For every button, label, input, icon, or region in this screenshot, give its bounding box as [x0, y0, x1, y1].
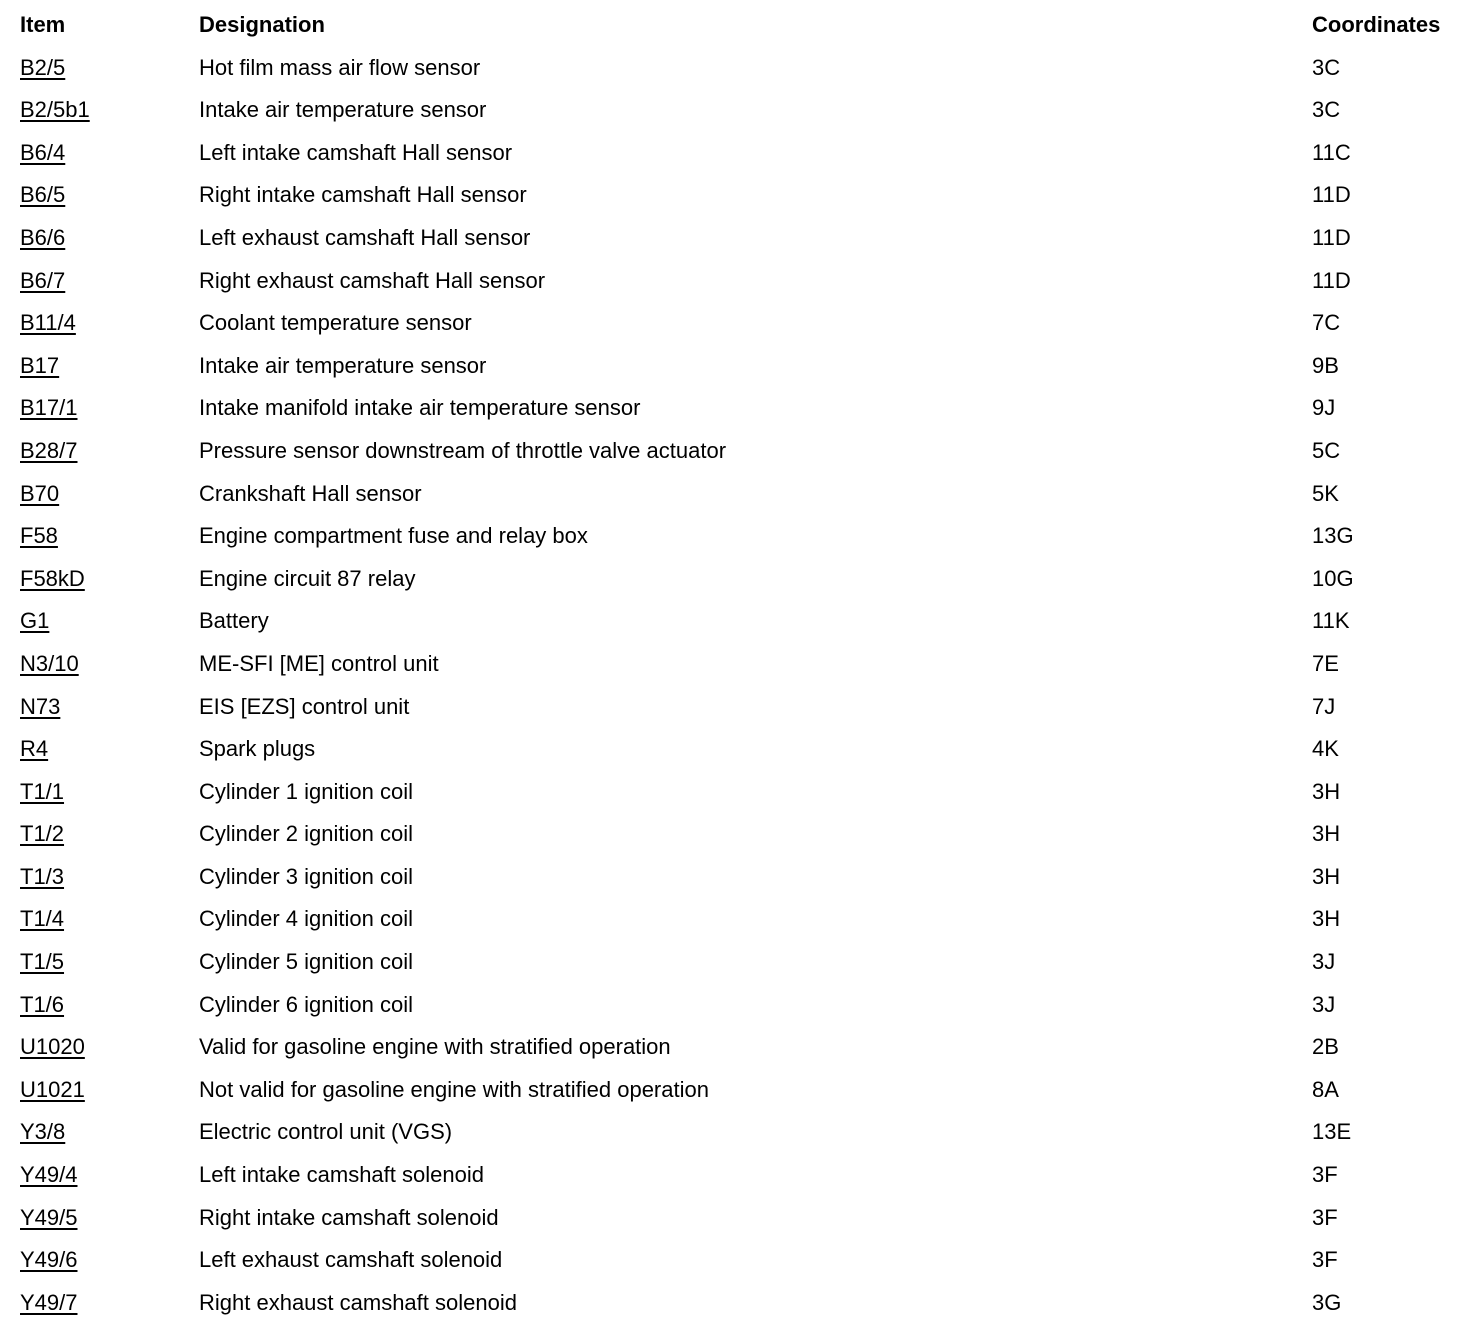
header-coordinates: Coordinates — [1312, 12, 1441, 37]
table-row — [0, 980, 1472, 1023]
table-row — [0, 256, 1472, 299]
designation-text: Cylinder 1 ignition coil — [199, 778, 413, 804]
table-row — [0, 724, 1472, 767]
table-row — [0, 639, 1472, 682]
table-row — [0, 809, 1472, 852]
coordinates-text: 3F — [1312, 1247, 1338, 1273]
header-designation: Designation — [199, 12, 325, 37]
designation-text: Battery — [199, 608, 269, 634]
table-row — [0, 937, 1472, 980]
designation-text: Intake manifold intake air temperature sensor — [199, 395, 641, 421]
coordinates-text: 3C — [1312, 54, 1341, 80]
table-row — [0, 128, 1472, 171]
designation-text: Engine circuit 87 relay — [199, 565, 416, 591]
coordinates-text: 9J — [1312, 395, 1336, 421]
item-link[interactable]: Y49/7 — [20, 1289, 78, 1315]
item-link[interactable]: T1/5 — [20, 949, 65, 975]
designation-text: Engine compartment fuse and relay box — [199, 523, 588, 549]
designation-text: Valid for gasoline engine with stratified operation — [199, 1034, 671, 1060]
table-row — [0, 1150, 1472, 1193]
designation-text: Left intake camshaft Hall sensor — [199, 139, 513, 165]
item-link[interactable]: G1 — [20, 608, 50, 634]
item-link[interactable]: T1/6 — [20, 991, 65, 1017]
item-link[interactable]: U1021 — [20, 1076, 85, 1102]
coordinates-text: 3F — [1312, 1162, 1338, 1188]
coordinates-text: 3J — [1312, 991, 1336, 1017]
item-link[interactable]: B2/5 — [20, 54, 66, 80]
item-link[interactable]: Y49/5 — [20, 1204, 78, 1230]
item-link[interactable]: B6/4 — [20, 139, 66, 165]
item-link[interactable]: Y49/4 — [20, 1162, 78, 1188]
item-link[interactable]: B11/4 — [20, 310, 76, 336]
table-row — [0, 596, 1472, 639]
designation-text: Right intake camshaft Hall sensor — [199, 182, 527, 208]
item-link[interactable]: T1/1 — [20, 778, 65, 804]
table-row — [0, 341, 1472, 384]
designation-text: Cylinder 6 ignition coil — [199, 991, 413, 1017]
item-link[interactable]: B28/7 — [20, 437, 78, 463]
table-row — [0, 1278, 1472, 1321]
item-link[interactable]: B6/7 — [20, 267, 66, 293]
designation-text: Cylinder 4 ignition coil — [199, 906, 413, 932]
designation-text: Not valid for gasoline engine with stratified operation — [199, 1076, 709, 1102]
table-row — [0, 85, 1472, 128]
coordinates-text: 7J — [1312, 693, 1336, 719]
item-link[interactable]: T1/3 — [20, 863, 65, 889]
coordinates-text: 3H — [1312, 821, 1341, 847]
designation-text: Left intake camshaft solenoid — [199, 1162, 484, 1188]
table-row — [0, 213, 1472, 256]
item-link[interactable]: F58 — [20, 523, 58, 549]
coordinates-text: 11K — [1312, 608, 1350, 634]
coordinates-text: 13E — [1312, 1119, 1352, 1145]
designation-text: Right exhaust camshaft Hall sensor — [199, 267, 546, 293]
item-link[interactable]: T1/2 — [20, 821, 65, 847]
table-row — [0, 767, 1472, 810]
designation-text: Pressure sensor downstream of throttle valve actuator — [199, 437, 727, 463]
designation-text: Hot film mass air flow sensor — [199, 54, 481, 80]
table-row — [0, 1235, 1472, 1278]
table-row — [0, 1065, 1472, 1108]
designation-text: Left exhaust camshaft Hall sensor — [199, 224, 531, 250]
designation-text: Intake air temperature sensor — [199, 97, 487, 123]
coordinates-text: 9B — [1312, 352, 1339, 378]
designation-text: Left exhaust camshaft solenoid — [199, 1247, 503, 1273]
table-row — [0, 426, 1472, 469]
coordinates-text: 10G — [1312, 565, 1354, 591]
designation-text: Spark plugs — [199, 736, 316, 762]
coordinates-text: 3H — [1312, 778, 1341, 804]
table-row — [0, 682, 1472, 725]
item-link[interactable]: N73 — [20, 693, 61, 719]
designation-text: Crankshaft Hall sensor — [199, 480, 422, 506]
item-link[interactable]: B17 — [20, 352, 60, 378]
coordinates-text: 3C — [1312, 97, 1341, 123]
coordinates-text: 5K — [1312, 480, 1339, 506]
item-link[interactable]: R4 — [20, 736, 49, 762]
coordinates-text: 3G — [1312, 1289, 1342, 1315]
coordinates-text: 13G — [1312, 523, 1354, 549]
coordinates-text: 3F — [1312, 1204, 1338, 1230]
coordinates-text: 5C — [1312, 437, 1341, 463]
table-row — [0, 1107, 1472, 1150]
designation-text: ME-SFI [ME] control unit — [199, 650, 439, 676]
item-link[interactable]: Y3/8 — [20, 1119, 66, 1145]
table-row — [0, 383, 1472, 426]
table-row — [0, 511, 1472, 554]
designation-text: Right exhaust camshaft solenoid — [199, 1289, 517, 1315]
designation-text: Cylinder 2 ignition coil — [199, 821, 413, 847]
item-link[interactable]: Y49/6 — [20, 1247, 78, 1273]
item-link[interactable]: T1/4 — [20, 906, 65, 932]
header-item: Item — [20, 12, 66, 37]
coordinates-text: 8A — [1312, 1076, 1339, 1102]
coordinates-text: 2B — [1312, 1034, 1339, 1060]
item-link[interactable]: B17/1 — [20, 395, 78, 421]
table-row — [0, 1193, 1472, 1236]
coordinates-text: 11D — [1312, 267, 1351, 293]
item-link[interactable]: B2/5b1 — [20, 97, 90, 123]
coordinates-text: 11C — [1312, 139, 1351, 165]
table-row — [0, 43, 1472, 86]
table-row — [0, 1022, 1472, 1065]
designation-text: Cylinder 3 ignition coil — [199, 863, 413, 889]
table-body — [0, 43, 1472, 1321]
item-link[interactable]: B6/6 — [20, 224, 66, 250]
item-link[interactable]: F58kD — [20, 565, 85, 591]
designation-text: Intake air temperature sensor — [199, 352, 487, 378]
table-row — [0, 298, 1472, 341]
item-link[interactable]: U1020 — [20, 1034, 85, 1060]
designation-text: Right intake camshaft solenoid — [199, 1204, 499, 1230]
coordinates-text: 7C — [1312, 310, 1341, 336]
coordinates-text: 11D — [1312, 182, 1351, 208]
coordinates-text: 11D — [1312, 224, 1351, 250]
coordinates-text: 3H — [1312, 863, 1341, 889]
designation-text: Electric control unit (VGS) — [199, 1119, 453, 1145]
table-header-row — [0, 0, 1472, 43]
coordinates-text: 3J — [1312, 949, 1336, 975]
designation-text: Coolant temperature sensor — [199, 310, 472, 336]
item-link[interactable]: N3/10 — [20, 650, 79, 676]
coordinates-text: 4K — [1312, 736, 1339, 762]
table-row — [0, 170, 1472, 213]
coordinates-text: 3H — [1312, 906, 1341, 932]
table-row — [0, 894, 1472, 937]
table-row — [0, 554, 1472, 597]
coordinates-text: 7E — [1312, 650, 1339, 676]
designation-text: EIS [EZS] control unit — [199, 693, 410, 719]
item-link[interactable]: B6/5 — [20, 182, 66, 208]
designation-text: Cylinder 5 ignition coil — [199, 949, 413, 975]
table-row — [0, 469, 1472, 512]
item-link[interactable]: B70 — [20, 480, 60, 506]
table-row — [0, 852, 1472, 895]
